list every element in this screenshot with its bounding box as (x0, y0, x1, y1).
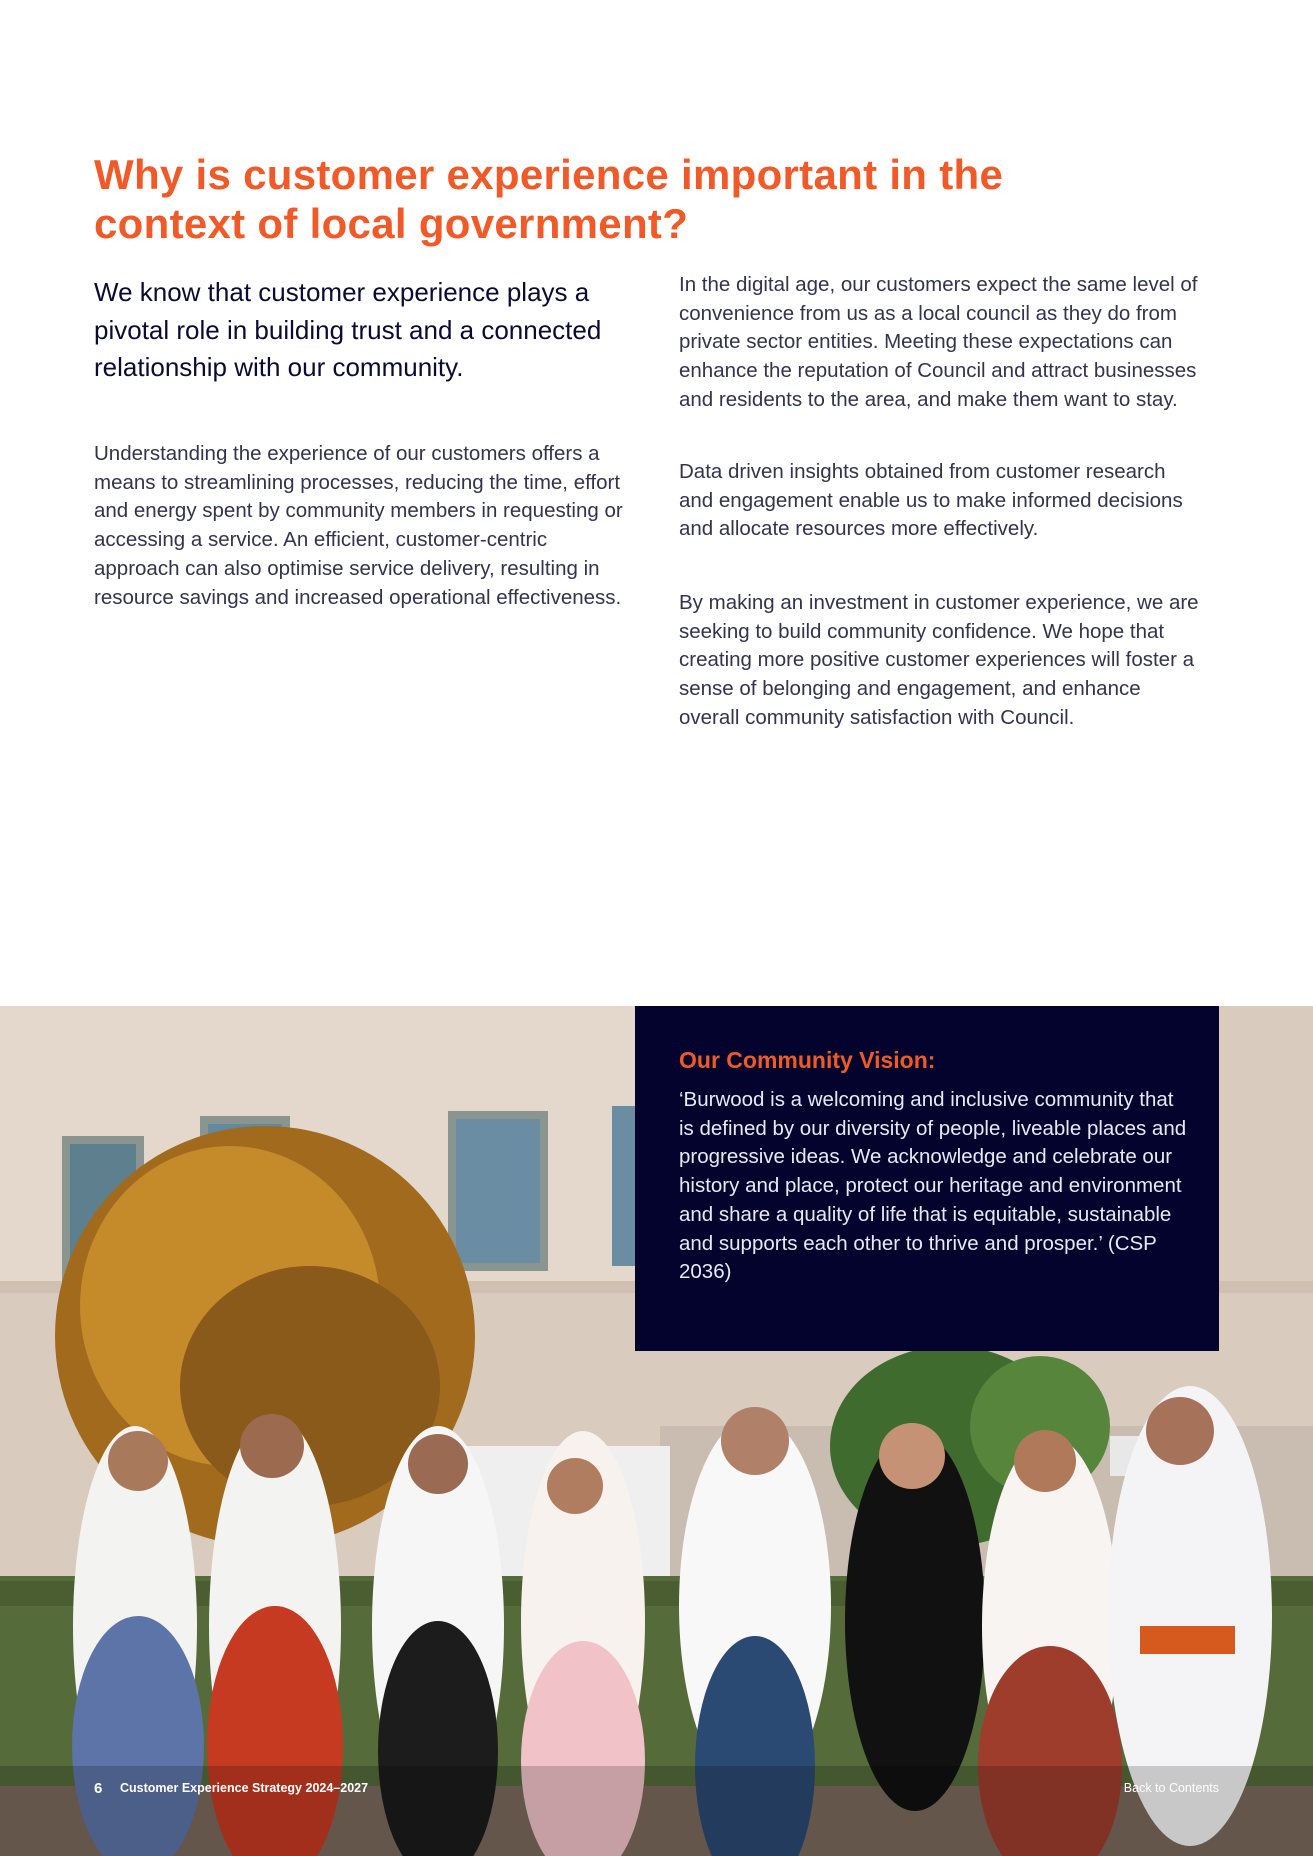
back-to-contents-link[interactable]: Back to Contents (1123, 1781, 1219, 1795)
page-number: 6 (94, 1780, 103, 1797)
footer-document-title: Customer Experience Strategy 2024–2027 (120, 1781, 369, 1795)
right-paragraph-insights: Data driven insights obtained from customer research and engagement enable us to make informed decisions and allocate resources more effectively. (679, 460, 1183, 541)
vision-quote: ‘Burwood is a welcoming and inclusive community that is defined by our diversity of people, liveable places and progressive ideas. We acknowledge and celebrate our history and place, protect our heritage and environment and share a quality of life that is equitable, sustainable and supports each other to thrive and prosper.’ (CSP 2036) (679, 1088, 1187, 1284)
right-paragraph-investment: By making an investment in customer experience, we are seeking to build community confidence. We hope that creating more positive customer experiences will foster a sense of belonging and engagement, and enhance overall community satisfaction with Council. (679, 591, 1199, 729)
right-paragraph-digital-age: In the digital age, our customers expect the same level of convenience from us as a local council as they do from private sector entities. Meeting these expectations can enhance the reputation of Council and attract businesses and residents to the area, and make them want to stay. (679, 273, 1198, 411)
vision-title: Our Community Vision: (679, 1047, 936, 1073)
left-body-paragraph: Understanding the experience of our customers offers a means to streamlining processes, reducing the time, effort and energy spent by community members in requesting or accessing a service. An efficient, customer-centric approach can also optimise service delivery, resulting in resource savings and increased operational effectiveness. (94, 442, 623, 609)
intro-statement: We know that customer experience plays a pivotal role in building trust and a connected relationship with our community. (94, 277, 602, 382)
page-heading: Why is customer experience important in the context of local government? (94, 151, 1004, 247)
community-vision-box (635, 1006, 1219, 1351)
